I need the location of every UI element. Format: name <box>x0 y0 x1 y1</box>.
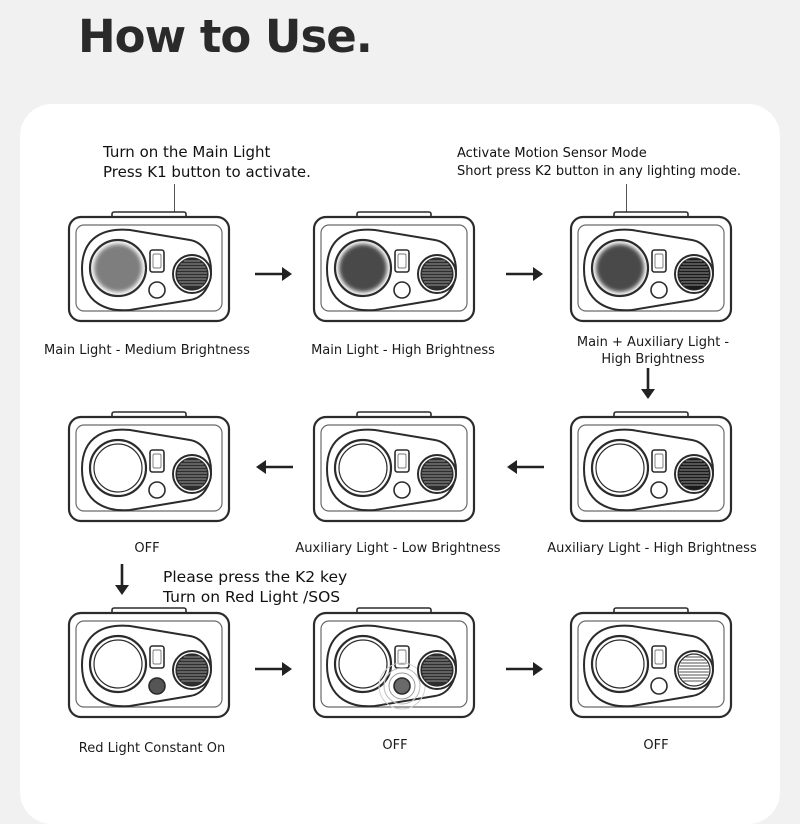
red-light-indicator <box>394 678 410 694</box>
arrow-down-icon <box>639 367 657 401</box>
headlamp-step-1 <box>68 212 230 324</box>
headlamp-step-3 <box>570 212 732 324</box>
arrow-left-icon <box>505 458 545 476</box>
caption-step-3 <box>528 334 778 368</box>
auxiliary-light-lens <box>421 458 453 490</box>
caption-line: Auxiliary Light - High Brightness <box>547 541 757 556</box>
caption-line: Main + Auxiliary Light - <box>576 335 730 350</box>
main-light-lens <box>94 444 142 492</box>
headlamp-step-6 <box>68 412 230 524</box>
main-light-lens <box>596 444 644 492</box>
caption-step-4 <box>527 540 777 557</box>
arrow-right-icon <box>254 265 294 283</box>
auxiliary-light-lens <box>421 258 453 290</box>
headlamp-step-8 <box>313 608 475 720</box>
main-light-lens <box>596 244 644 292</box>
caption-step-8 <box>270 737 520 754</box>
caption-step-6 <box>22 540 272 557</box>
sensor-window <box>150 250 164 272</box>
sensor-window <box>150 646 164 668</box>
red-light-indicator <box>651 678 667 694</box>
red-light-indicator <box>651 282 667 298</box>
auxiliary-light-lens <box>176 458 208 490</box>
headlamp-step-7 <box>68 608 230 720</box>
red-light-indicator <box>651 482 667 498</box>
caption-step-7 <box>27 740 277 757</box>
arrow-down-icon <box>113 563 131 597</box>
headlamp-step-9 <box>570 608 732 720</box>
note-red-light-line-2: Turn on Red Light /SOS <box>163 588 341 606</box>
sensor-window <box>652 250 666 272</box>
arrow-right-icon <box>505 660 545 678</box>
caption-line: OFF <box>382 738 408 753</box>
caption-line: OFF <box>643 738 669 753</box>
caption-step-1 <box>22 342 272 359</box>
note-main-light-line-1: Turn on the Main Light <box>103 143 271 161</box>
main-light-lens <box>94 640 142 688</box>
caption-line: Main Light - High Brightness <box>311 343 495 358</box>
sensor-window <box>150 450 164 472</box>
main-light-lens <box>94 244 142 292</box>
caption-step-2 <box>278 342 528 359</box>
note-red-light-line-1: Please press the K2 key <box>163 568 348 586</box>
auxiliary-light-lens <box>421 654 453 686</box>
main-light-lens <box>339 244 387 292</box>
red-light-indicator <box>149 678 165 694</box>
auxiliary-light-lens <box>678 258 710 290</box>
main-light-lens <box>339 444 387 492</box>
note-main-light <box>103 142 311 182</box>
arrow-right-icon <box>254 660 294 678</box>
note-red-light <box>163 567 347 607</box>
headlamp-step-2 <box>313 212 475 324</box>
auxiliary-light-lens <box>176 654 208 686</box>
page-title: How to Use. <box>78 10 372 63</box>
main-light-lens <box>596 640 644 688</box>
caption-line: Main Light - Medium Brightness <box>44 343 250 358</box>
caption-step-9 <box>531 737 781 754</box>
headlamp-step-4 <box>570 412 732 524</box>
headlamp-step-5 <box>313 412 475 524</box>
caption-line: OFF <box>134 541 160 556</box>
sensor-window <box>395 646 409 668</box>
sensor-window <box>652 450 666 472</box>
caption-line: Red Light Constant On <box>78 741 226 756</box>
red-light-indicator <box>394 282 410 298</box>
sensor-window <box>395 250 409 272</box>
note-motion-sensor-line-1: Activate Motion Sensor Mode <box>457 146 647 161</box>
arrow-left-icon <box>254 458 294 476</box>
sensor-window <box>395 450 409 472</box>
red-light-indicator <box>394 482 410 498</box>
caption-line: Auxiliary Light - Low Brightness <box>295 541 501 556</box>
note-motion-sensor-line-2: Short press K2 button in any lighting mode. <box>457 164 742 179</box>
auxiliary-light-lens <box>678 458 710 490</box>
auxiliary-light-lens <box>678 654 710 686</box>
red-light-indicator <box>149 282 165 298</box>
note-motion-sensor <box>457 145 741 181</box>
red-light-indicator <box>149 482 165 498</box>
sensor-window <box>652 646 666 668</box>
arrow-right-icon <box>505 265 545 283</box>
caption-step-5 <box>273 540 523 557</box>
note-main-light-line-2: Press K1 button to activate. <box>103 163 311 181</box>
auxiliary-light-lens <box>176 258 208 290</box>
caption-line: High Brightness <box>601 352 705 367</box>
